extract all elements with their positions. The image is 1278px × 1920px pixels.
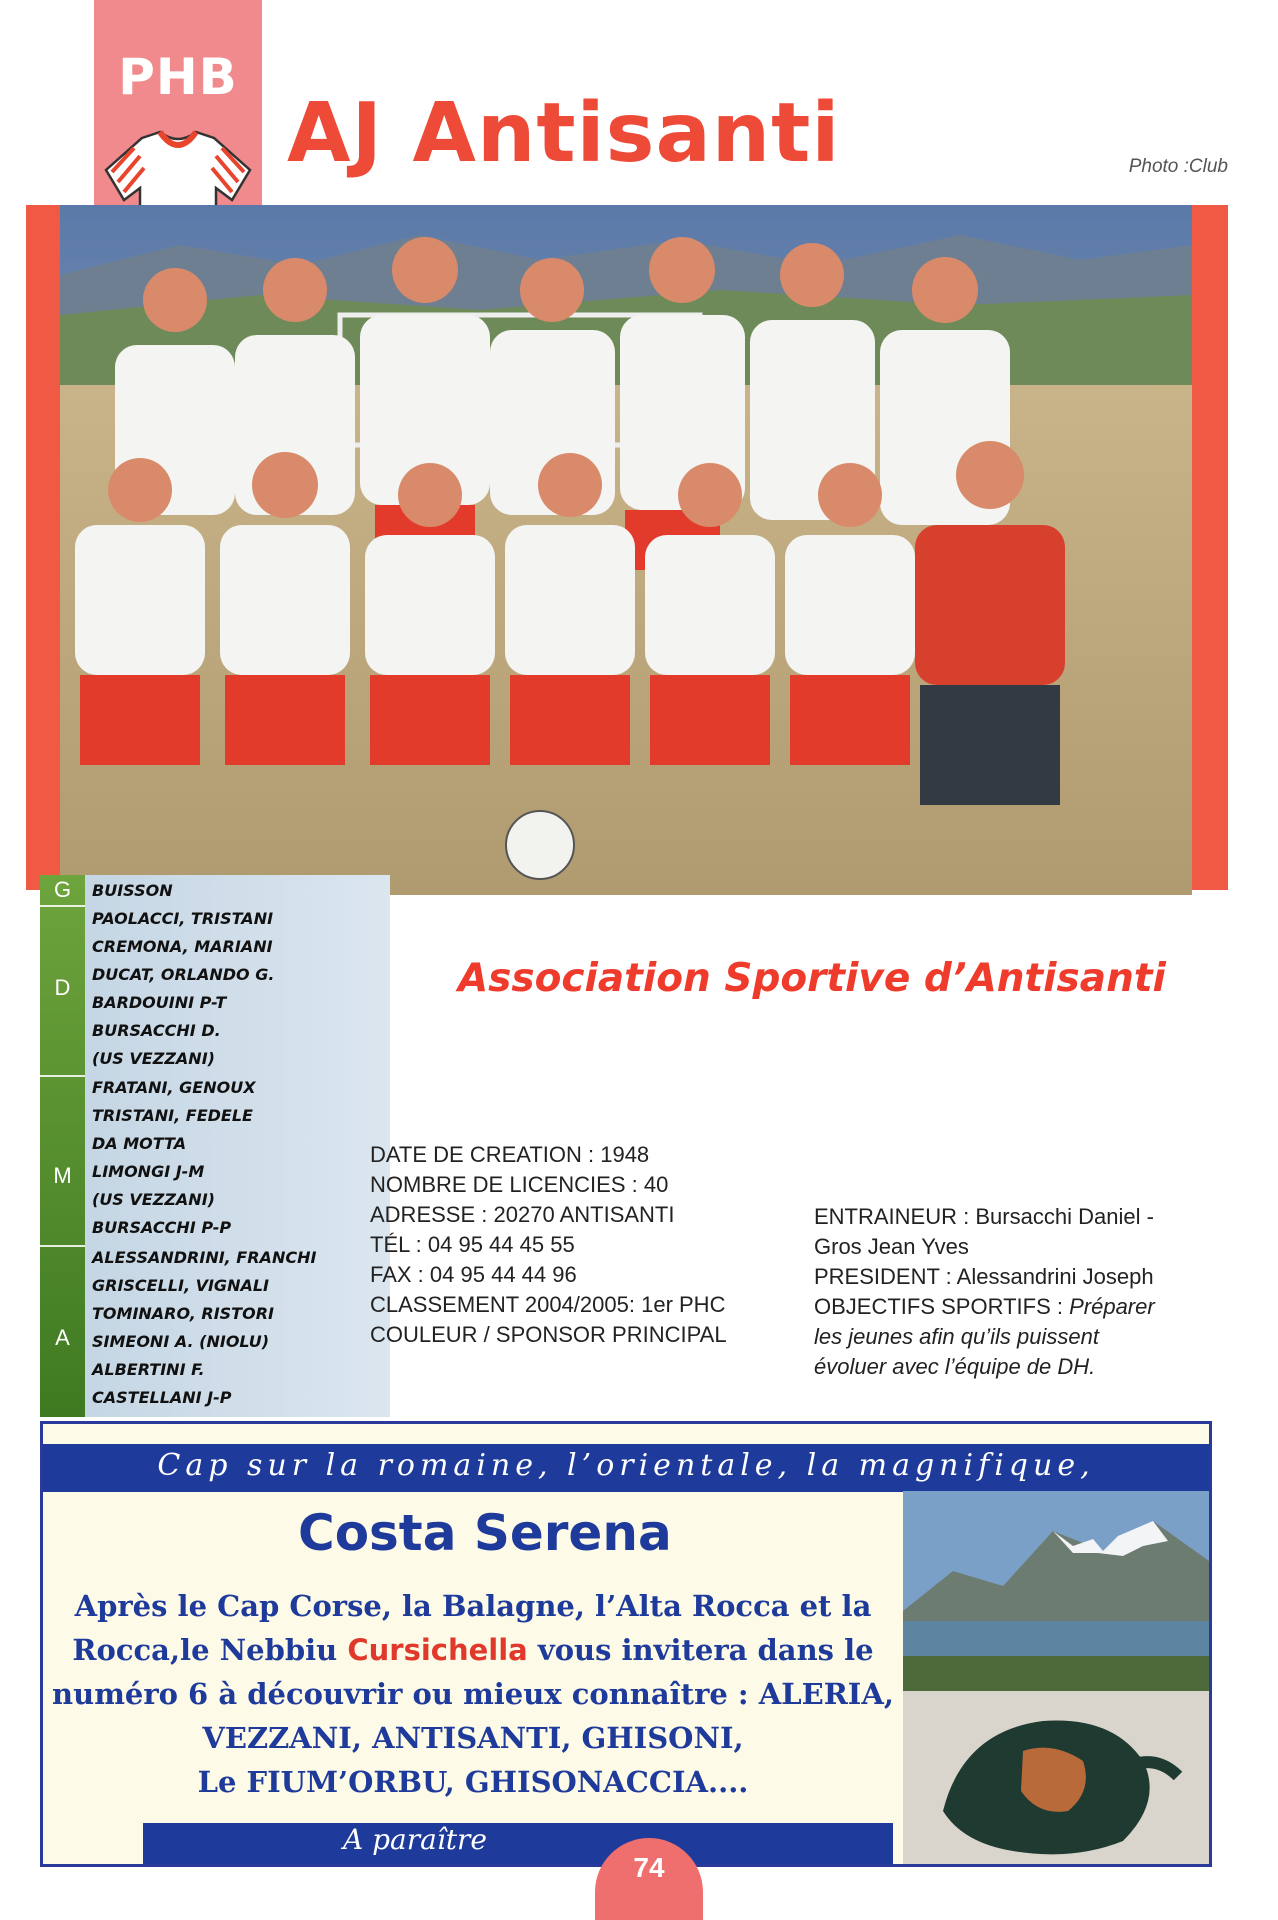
president-row xyxy=(814,1262,1214,1292)
colors-row xyxy=(370,1320,727,1350)
advert-footer-bar xyxy=(143,1823,893,1865)
roster-line: BUISSON xyxy=(92,881,173,900)
position-separator xyxy=(40,1245,85,1247)
advert-line-part: vous invitera dans le xyxy=(537,1633,874,1667)
team-photo xyxy=(60,205,1192,895)
roster-line: BURSACCHI P-P xyxy=(92,1218,232,1237)
licences-label: NOMBRE DE LICENCIES : xyxy=(370,1172,638,1197)
advert-line xyxy=(43,1628,903,1672)
roster-line: CASTELLANI J-P xyxy=(92,1388,232,1407)
licences-row xyxy=(370,1170,727,1200)
roster-line: ALBERTINI F. xyxy=(92,1360,205,1379)
mountain-lake-image xyxy=(903,1491,1209,1691)
photo-credit: Photo :Club xyxy=(1128,156,1228,177)
division-label: PHB xyxy=(118,48,238,106)
tel-label: TÉL : xyxy=(370,1232,422,1257)
roster-line: (US VEZZANI) xyxy=(92,1049,215,1068)
goals-row xyxy=(814,1292,1214,1322)
photo-frame-right xyxy=(1192,205,1228,890)
fax-value: 04 95 44 44 96 xyxy=(429,1262,577,1287)
advert-line-part: Rocca,le Nebbiu xyxy=(72,1633,338,1667)
roster-line: TOMINARO, RISTORI xyxy=(92,1304,274,1323)
roster-line: GRISCELLI, VIGNALI xyxy=(92,1276,269,1295)
position-midfielder: M xyxy=(53,1163,72,1188)
tel-row xyxy=(370,1230,727,1260)
roster-line: BARDOUINI P-T xyxy=(92,993,227,1012)
roster-line: BURSACCHI D. xyxy=(92,1021,221,1040)
advert-line: Le FIUM’ORBU, GHISONACCIA.... xyxy=(197,1765,749,1799)
fax-label: FAX : xyxy=(370,1262,424,1287)
goals-value: Préparer xyxy=(1069,1294,1155,1319)
creation-row xyxy=(370,1140,727,1170)
creation-label: DATE DE CREATION : xyxy=(370,1142,595,1167)
ranking-row xyxy=(370,1290,727,1320)
coach-value: Bursacchi Daniel - xyxy=(975,1204,1154,1229)
roster-line: DA MOTTA xyxy=(92,1134,187,1153)
advert-heading: Costa Serena xyxy=(298,1504,672,1562)
magazine-name: Cursichella xyxy=(347,1633,528,1667)
fax-row xyxy=(370,1260,727,1290)
roster-line: LIMONGI J-M xyxy=(92,1162,205,1181)
roster-line: TRISTANI, FEDELE xyxy=(92,1106,253,1125)
advert-line: VEZZANI, ANTISANTI, GHISONI, xyxy=(202,1721,744,1755)
roster-line: CREMONA, MARIANI xyxy=(92,937,273,956)
advert-footer: A paraître xyxy=(343,1823,487,1856)
creation-value: 1948 xyxy=(600,1142,650,1167)
roster-line: FRATANI, GENOUX xyxy=(92,1078,256,1097)
goals-value-line2: les jeunes afin qu’ils puissent xyxy=(814,1324,1099,1349)
roster-line: SIMEONI A. (NIOLU) xyxy=(92,1332,270,1351)
address-value: 20270 ANTISANTI xyxy=(493,1202,675,1227)
licences-value: 40 xyxy=(643,1172,669,1197)
club-info-left xyxy=(370,1140,727,1350)
page-number: 74 xyxy=(633,1852,665,1883)
coach-row-cont: Gros Jean Yves xyxy=(814,1234,969,1259)
page-title: AJ Antisanti xyxy=(287,86,841,181)
roster-line: PAOLACCI, TRISTANI xyxy=(92,909,274,928)
club-info-right xyxy=(814,1202,1214,1382)
coach-row xyxy=(814,1202,1214,1232)
roster-panel xyxy=(40,875,350,1417)
advert-tagline: Cap sur la romaine, l’orientale, la magnifique, xyxy=(157,1448,1095,1483)
coach-label: ENTRAINEUR : xyxy=(814,1204,970,1229)
goals-label: OBJECTIFS SPORTIFS : xyxy=(814,1294,1063,1319)
position-defender: D xyxy=(54,975,71,1000)
address-label: ADRESSE : xyxy=(370,1202,488,1227)
photo-frame-left xyxy=(26,205,60,890)
president-value: Alessandrini Joseph xyxy=(956,1264,1154,1289)
position-goalkeeper: G xyxy=(53,877,72,902)
goals-value-line3: évoluer avec l’équipe de DH. xyxy=(814,1354,1096,1379)
ranking-value: 1er PHC xyxy=(641,1292,726,1317)
position-separator xyxy=(40,905,85,907)
tel-value: 04 95 44 45 55 xyxy=(427,1232,575,1257)
roster-line: DUCAT, ORLANDO G. xyxy=(92,965,275,984)
position-attacker: A xyxy=(55,1325,70,1350)
roster-line: (US VEZZANI) xyxy=(92,1190,215,1209)
club-full-name: Association Sportive d’Antisanti xyxy=(458,956,1166,1001)
colors-label: COULEUR / SPONSOR PRINCIPAL xyxy=(370,1322,727,1347)
advert-box xyxy=(40,1421,1212,1867)
advert-tagline-bar xyxy=(43,1444,1209,1492)
advert-line: Après le Cap Corse, la Balagne, l’Alta Rocca et la xyxy=(74,1589,872,1623)
position-column xyxy=(40,875,85,1417)
advert-body xyxy=(43,1584,903,1804)
roster-line: ALESSANDRINI, FRANCHI xyxy=(92,1248,317,1267)
ranking-label: CLASSEMENT 2004/2005: xyxy=(370,1292,635,1317)
advert-line: numéro 6 à découvrir ou mieux connaître : ALERIA, xyxy=(52,1677,894,1711)
antique-vase-image xyxy=(903,1691,1209,1867)
position-separator xyxy=(40,1075,85,1077)
address-row xyxy=(370,1200,727,1230)
president-label: PRESIDENT : xyxy=(814,1264,952,1289)
